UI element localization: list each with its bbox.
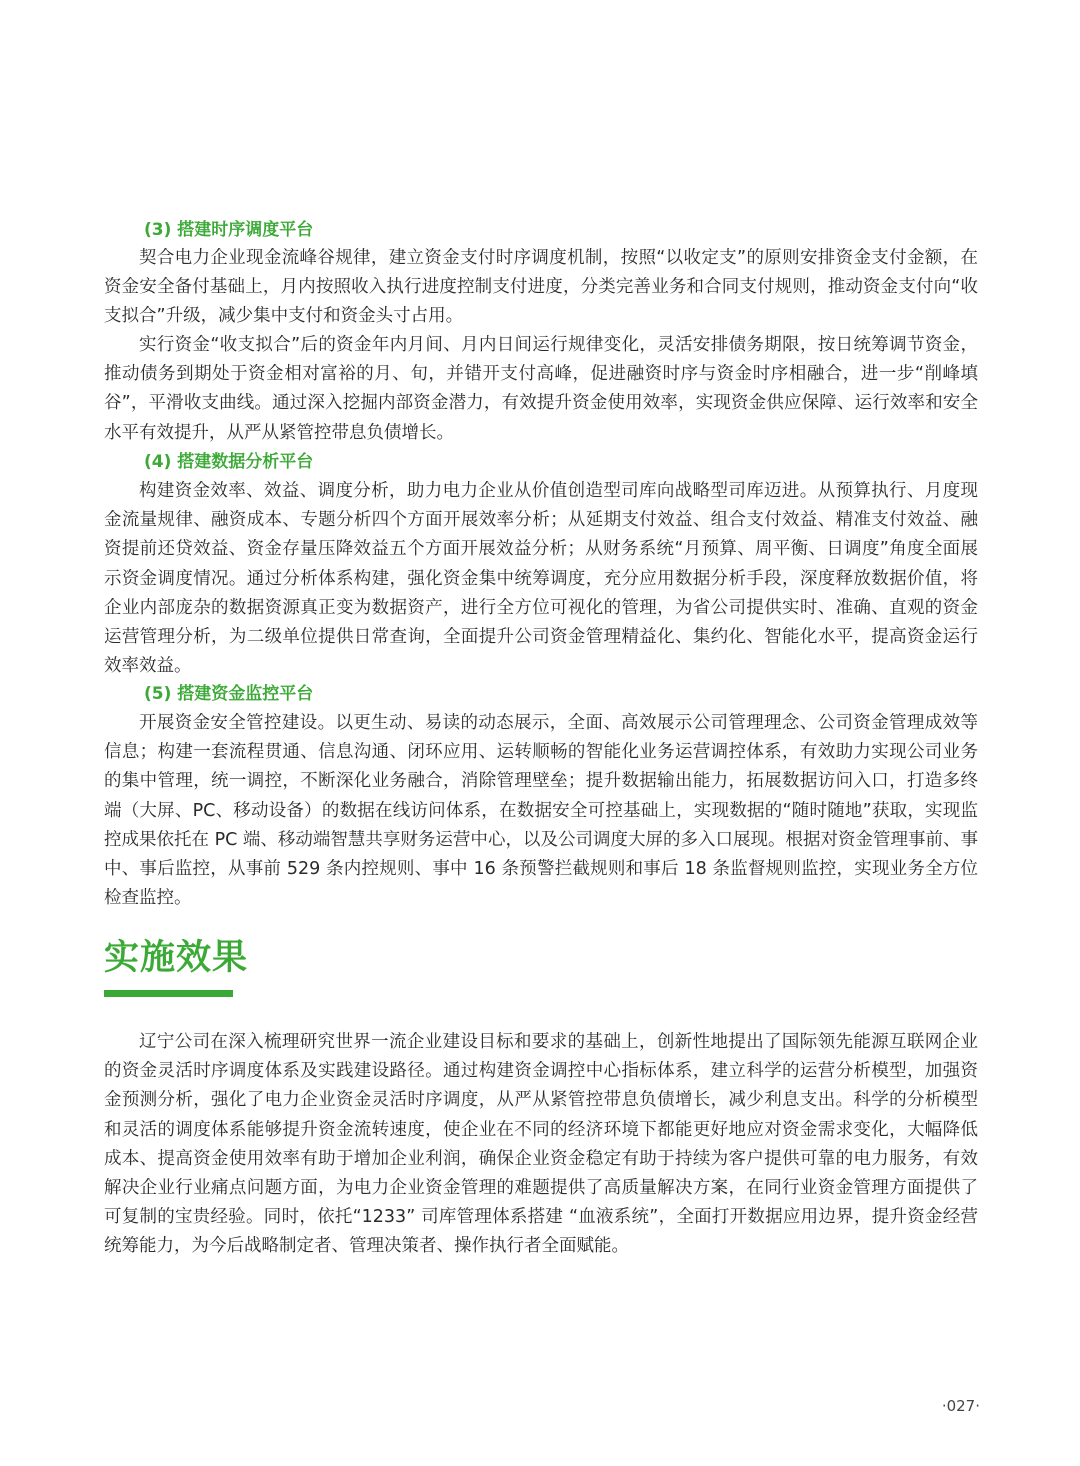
subheading-scheduling-platform: (3) 搭建时序调度平台 (144, 220, 314, 240)
subheading-data-analysis-platform: (4) 搭建数据分析平台 (144, 452, 314, 472)
page-number: ·027· (941, 1397, 980, 1415)
paragraph-scheduling-1: 契合电力企业现金流峰谷规律，建立资金支付时序调度机制，按照“以收定支”的原则安排资金支付金额，在资金安全备付基础上，月内按照收入执行进度控制支付进度，分类完善业务和合同支付规则，推动资金支付向“收支拟合”升级，减少集中支付和资金头寸占用。 (104, 248, 978, 327)
subheading-monitoring-platform: (5) 搭建资金监控平台 (144, 684, 314, 704)
section-title-effect: 实施效果 (104, 938, 249, 978)
paragraph-monitoring: 开展资金安全管控建设。以更生动、易读的动态展示，全面、高效展示公司管理理念、公司资金管理成效等信息；构建一套流程贯通、信息沟通、闭环应用、运转顺畅的智能化业务运营调控体系，有效助力实现公司业务的集中管理，统一调控，不断深化业务融合，消除管理壁垒；提升数据输出能力，拓展数据访问入口，打造多终端（大屏、PC、移动设备）的数据在线访问体系，在数据安全可控基础上，实现数据的“随时随地”获取，实现监控成果依托在 PC 端、移动端智慧共享财务运营中心，以及公司调度大屏的多入口展现。根据对资金管理事前、事中、事后监控，从事前 529 条内控规则、事中 16 条预警拦截规则和事后 18 条监督规则监控，实现业务全方位检查监控。 (104, 713, 978, 909)
paragraph-data-analysis: 构建资金效率、效益、调度分析，助力电力企业从价值创造型司库向战略型司库迈进。从预算执行、月度现金流量规律、融资成本、专题分析四个方面开展效率分析；从延期支付效益、组合支付效益、精准支付效益、融资提前还贷效益、资金存量压降效益五个方面开展效益分析；从财务系统“月预算、周平衡、日调度”角度全面展示资金调度情况。通过分析体系构建，强化资金集中统筹调度，充分应用数据分析手段，深度释放数据价值，将企业内部庞杂的数据资源真正变为数据资产，进行全方位可视化的管理，为省公司提供实时、准确、直观的资金运营管理分析，为二级单位提供日常查询，全面提升公司资金管理精益化、集约化、智能化水平，提高资金运行效率效益。 (104, 481, 978, 677)
paragraph-effect: 辽宁公司在深入梳理研究世界一流企业建设目标和要求的基础上，创新性地提出了国际领先能源互联网企业的资金灵活时序调度体系及实践建设路径。通过构建资金调控中心指标体系，建立科学的运营分析模型，加强资金预测分析，强化了电力企业资金灵活时序调度，从严从紧管控带息负债增长，减少利息支出。科学的分析模型和灵活的调度体系能够提升资金流转速度，使企业在不同的经济环境下都能更好地应对资金需求变化，大幅降低成本、提高资金使用效率有助于增加企业利润，确保企业资金稳定有助于持续为客户提供可靠的电力服务，有效解决企业行业痛点问题方面，为电力企业资金管理的难题提供了高质量解决方案，在同行业资金管理方面提供了可复制的宝贵经验。同时，依托“1233” 司库管理体系搭建 “血液系统”，全面打开数据应用边界，提升资金经营统筹能力，为今后战略制定者、管理决策者、操作执行者全面赋能。 (104, 1032, 978, 1257)
section-title-underline (104, 990, 233, 997)
paragraph-scheduling-2: 实行资金“收支拟合”后的资金年内月间、月内日间运行规律变化，灵活安排债务期限，按日统筹调节资金，推动债务到期处于资金相对富裕的月、旬，并错开支付高峰，促进融资时序与资金时序相融合，进一步“削峰填谷”，平滑收支曲线。通过深入挖掘内部资金潜力，有效提升资金使用效率，实现资金供应保障、运行效率和安全水平有效提升，从严从紧管控带息负债增长。 (104, 335, 978, 443)
